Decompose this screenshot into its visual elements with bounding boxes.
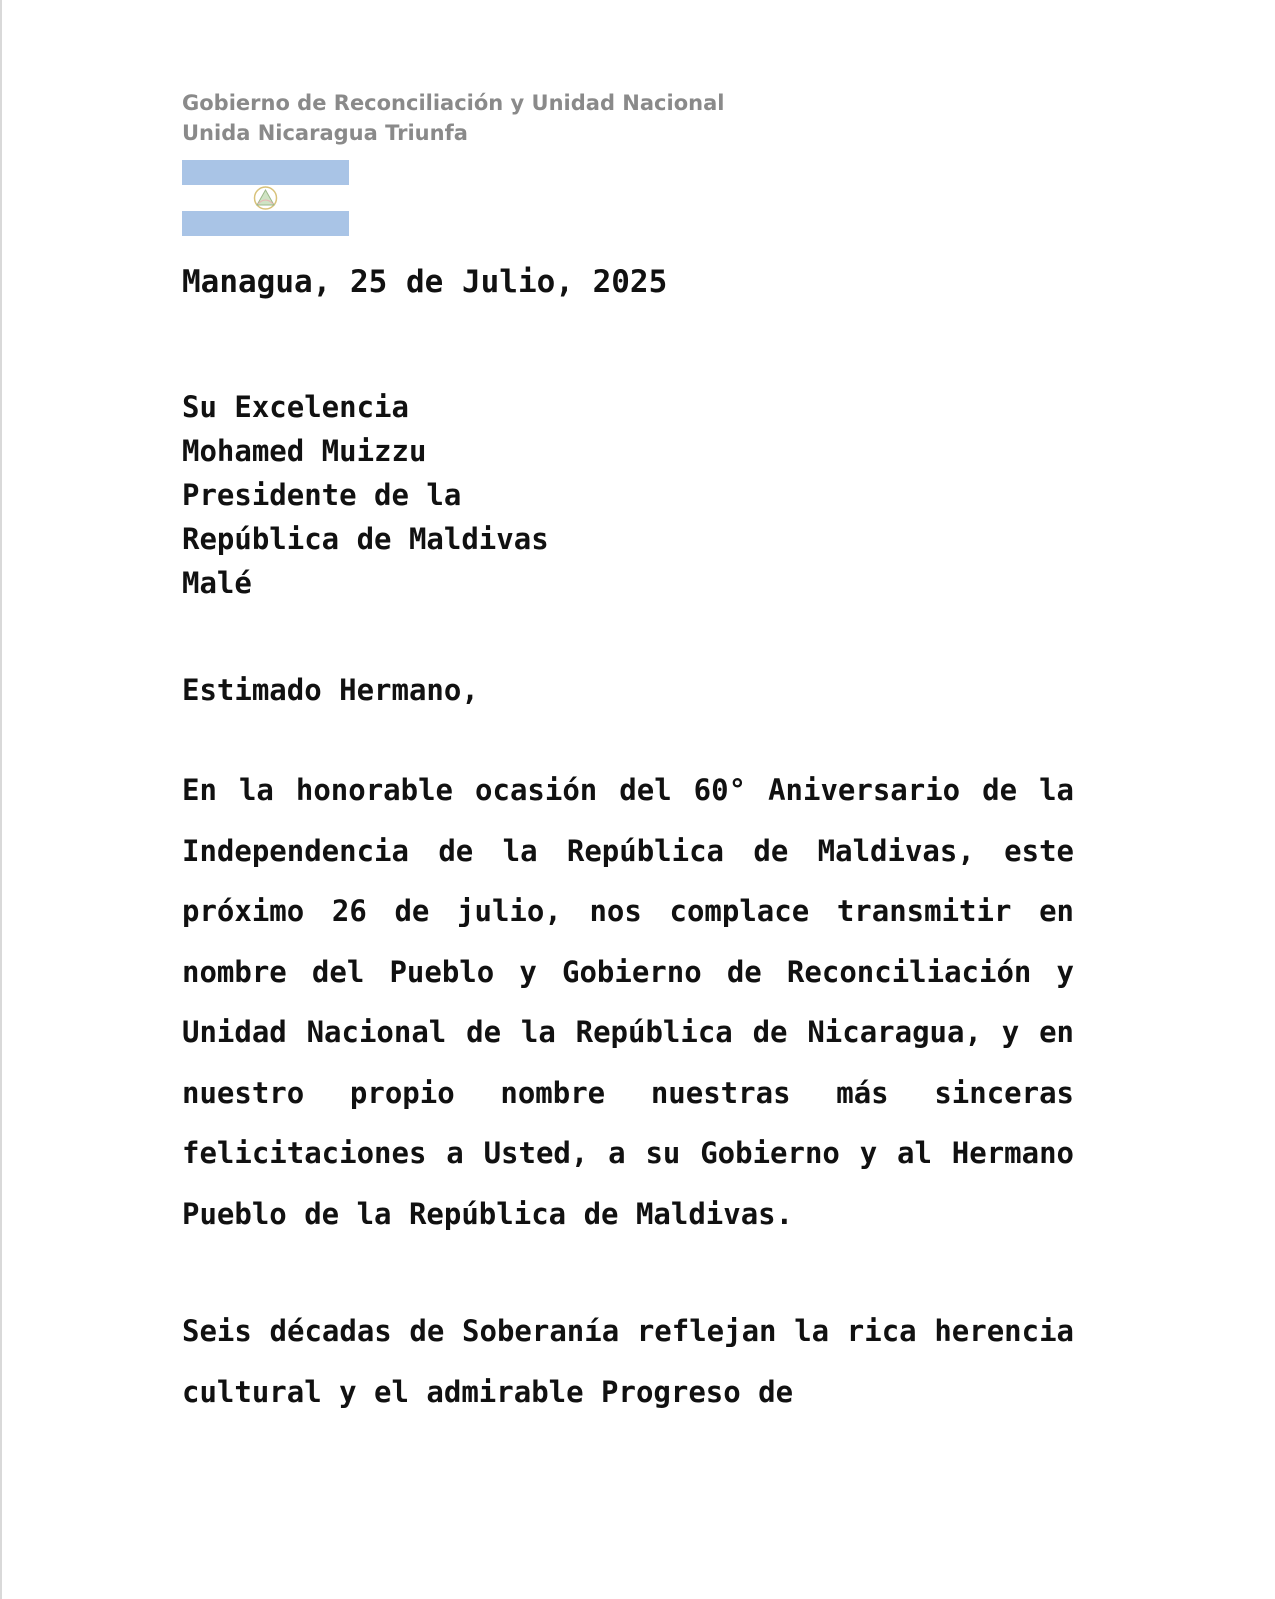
addressee-block: [182, 385, 549, 605]
nicaragua-flag-icon: [182, 160, 349, 236]
addressee-name: Mohamed Muizzu: [182, 434, 427, 468]
addressee-country: República de Maldivas: [182, 522, 549, 556]
addressee-title: Su Excelencia: [182, 390, 409, 424]
letterhead: [182, 88, 724, 148]
letterhead-government-name: Gobierno de Reconciliación y Unidad Nacional: [182, 91, 725, 115]
body-paragraph-2: Seis décadas de Soberanía reflejan la rica herencia cultural y el admirable Progreso de: [182, 1314, 1074, 1409]
salutation: Estimado Hermano,: [182, 673, 479, 707]
addressee-city: Malé: [182, 566, 252, 600]
letterhead-slogan: Unida Nicaragua Triunfa: [182, 121, 468, 145]
letter-date: Managua, 25 de Julio, 2025: [182, 264, 668, 300]
body-paragraph-1: En la honorable ocasión del 60° Aniversario de la Independencia de la República de Maldivas, este próximo 26 de julio, nos complace transmitir en nombre del Pueblo y Gobierno de Reconciliación y Unidad Nacional de la República de Nicaragua, y en nuestro propio nombre nuestras más sinceras felicitaciones a Usted, a su Gobierno y al Hermano Pueblo de la República de Maldivas.: [182, 773, 1074, 1231]
addressee-position: Presidente de la: [182, 478, 462, 512]
